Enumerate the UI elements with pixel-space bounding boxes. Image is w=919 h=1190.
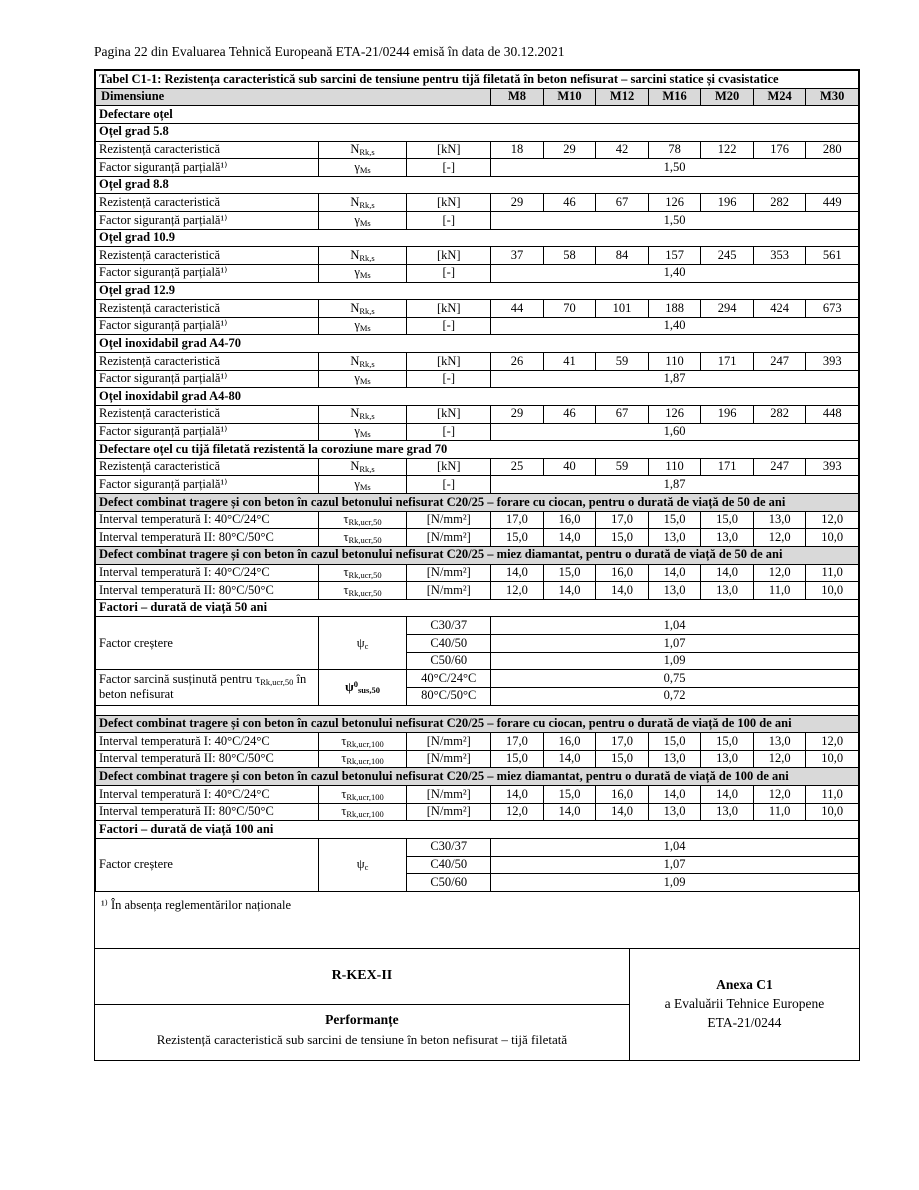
value-cell: 11,0 <box>806 786 859 804</box>
value-cell: 11,0 <box>806 564 859 582</box>
row-unit: [-] <box>407 212 491 230</box>
value-cell: 15,0 <box>543 786 596 804</box>
row-symbol: $N_{Rk,s}$ <box>318 458 407 476</box>
value-cell: 110 <box>648 353 701 371</box>
data-row <box>96 733 859 751</box>
value-cell: 157 <box>648 247 701 265</box>
data-row-span <box>96 476 859 494</box>
value-cell: 122 <box>701 141 754 159</box>
value-cell: 29 <box>491 194 544 212</box>
section-header: Oțel grad 12.9 <box>96 282 859 300</box>
value-cell: 15,0 <box>648 733 701 751</box>
data-row <box>96 458 859 476</box>
value-cell: 59 <box>596 458 649 476</box>
value-cell: 15,0 <box>648 511 701 529</box>
value-cell: 1,60 <box>491 423 859 441</box>
value-cell: 12,0 <box>491 803 544 821</box>
value-cell: 1,04 <box>491 838 859 856</box>
col-header-m24: M24 <box>753 88 806 106</box>
row-label: Interval temperatură II: 80°C/50°C <box>96 582 319 600</box>
value-cell: 1,50 <box>491 212 859 230</box>
row-label: Factor siguranță parțială¹⁾ <box>96 370 319 388</box>
row-unit: [N/mm²] <box>407 511 491 529</box>
annex-cell <box>630 949 859 1060</box>
value-cell: 10,0 <box>806 582 859 600</box>
section-row <box>96 715 859 733</box>
row-label: Interval temperatură II: 80°C/50°C <box>96 750 319 768</box>
value-cell: 42 <box>596 141 649 159</box>
section-header: Defectare oțel cu tijă filetată rezistentă la coroziune mare grad 70 <box>96 441 859 459</box>
row-label: Factor siguranță parțială¹⁾ <box>96 212 319 230</box>
row-unit: [N/mm²] <box>407 803 491 821</box>
data-row <box>96 803 859 821</box>
value-cell: 13,0 <box>753 733 806 751</box>
section-header: Defectare oțel <box>96 106 859 124</box>
row-symbol: $\gamma_{Ms}$ <box>318 264 407 282</box>
row-symbol: $N_{Rk,s}$ <box>318 194 407 212</box>
row-label: Interval temperatură II: 80°C/50°C <box>96 803 319 821</box>
spacer-cell <box>96 705 859 715</box>
value-cell: 15,0 <box>701 733 754 751</box>
row-key: C50/60 <box>407 874 491 892</box>
value-cell: 1,40 <box>491 317 859 335</box>
value-cell: 247 <box>753 458 806 476</box>
value-cell: 13,0 <box>753 511 806 529</box>
section-row <box>96 441 859 459</box>
value-cell: 14,0 <box>701 786 754 804</box>
value-cell: 25 <box>491 458 544 476</box>
row-label: Interval temperatură I: 40°C/24°C <box>96 511 319 529</box>
value-cell: 13,0 <box>648 529 701 547</box>
value-cell: 46 <box>543 405 596 423</box>
group-row <box>96 670 859 688</box>
row-label: Factor siguranță parțială¹⁾ <box>96 159 319 177</box>
section-row <box>96 176 859 194</box>
value-cell: 449 <box>806 194 859 212</box>
value-cell: 67 <box>596 405 649 423</box>
row-label: Factor sarcină susținută pentru $\tau_{Rk,ucr,50}$ în beton nefisurat <box>96 670 319 705</box>
data-row-span <box>96 317 859 335</box>
product-name: R-KEX-II <box>331 968 393 984</box>
row-symbol: $\psi_c$ <box>318 838 407 891</box>
row-symbol: $\tau_{Rk,ucr,50}$ <box>318 564 407 582</box>
row-symbol: $\tau_{Rk,ucr,100}$ <box>318 733 407 751</box>
row-symbol: $\gamma_{Ms}$ <box>318 370 407 388</box>
data-row <box>96 529 859 547</box>
section-row <box>96 821 859 839</box>
section-row <box>96 282 859 300</box>
value-cell: 126 <box>648 405 701 423</box>
value-cell: 13,0 <box>648 582 701 600</box>
section-header: Defect combinat tragere și con beton în cazul betonului nefisurat C20/25 – forare cu ciocan, pentru o durată de viață de 50 de ani <box>96 494 859 512</box>
row-key: C30/37 <box>407 617 491 635</box>
row-symbol: $N_{Rk,s}$ <box>318 141 407 159</box>
value-cell: 14,0 <box>701 564 754 582</box>
section-row <box>96 388 859 406</box>
data-row <box>96 750 859 768</box>
section-row <box>96 106 859 124</box>
value-cell: 17,0 <box>596 733 649 751</box>
value-cell: 353 <box>753 247 806 265</box>
value-cell: 12,0 <box>806 511 859 529</box>
value-cell: 13,0 <box>701 582 754 600</box>
row-unit: [-] <box>407 370 491 388</box>
value-cell: 70 <box>543 300 596 318</box>
value-cell: 16,0 <box>543 511 596 529</box>
row-unit: [N/mm²] <box>407 733 491 751</box>
row-key: C30/37 <box>407 838 491 856</box>
row-label: Rezistență caracteristică <box>96 141 319 159</box>
data-row-span <box>96 159 859 177</box>
value-cell: 14,0 <box>543 582 596 600</box>
value-cell: 17,0 <box>596 511 649 529</box>
row-symbol: $\tau_{Rk,ucr,100}$ <box>318 786 407 804</box>
row-symbol: $\gamma_{Ms}$ <box>318 159 407 177</box>
section-row <box>96 335 859 353</box>
value-cell: 448 <box>806 405 859 423</box>
row-unit: [kN] <box>407 247 491 265</box>
value-cell: 294 <box>701 300 754 318</box>
value-cell: 1,50 <box>491 159 859 177</box>
value-cell: 13,0 <box>701 750 754 768</box>
section-row <box>96 229 859 247</box>
data-row <box>96 564 859 582</box>
row-unit: [kN] <box>407 353 491 371</box>
value-cell: 12,0 <box>753 786 806 804</box>
row-symbol: $\gamma_{Ms}$ <box>318 317 407 335</box>
content-frame <box>94 69 860 1061</box>
value-cell: 176 <box>753 141 806 159</box>
value-cell: 196 <box>701 405 754 423</box>
value-cell: 15,0 <box>596 750 649 768</box>
row-key: 80°C/50°C <box>407 687 491 705</box>
row-symbol: $\tau_{Rk,ucr,50}$ <box>318 529 407 547</box>
value-cell: 59 <box>596 353 649 371</box>
value-cell: 58 <box>543 247 596 265</box>
data-row <box>96 141 859 159</box>
section-row <box>96 599 859 617</box>
row-label: Interval temperatură II: 80°C/50°C <box>96 529 319 547</box>
value-cell: 14,0 <box>543 750 596 768</box>
performance-title: Performanțe <box>325 1011 399 1027</box>
annex-line3: ETA-21/0244 <box>707 1014 782 1030</box>
row-label: Factor creștere <box>96 617 319 670</box>
row-label: Rezistență caracteristică <box>96 194 319 212</box>
row-unit: [N/mm²] <box>407 786 491 804</box>
section-header: Defect combinat tragere și con beton în cazul betonului nefisurat C20/25 – miez diamantat, pentru o durată de viață de 50 de ani <box>96 546 859 564</box>
section-row <box>96 768 859 786</box>
value-cell: 282 <box>753 405 806 423</box>
row-symbol: $\tau_{Rk,ucr,100}$ <box>318 803 407 821</box>
data-row <box>96 353 859 371</box>
row-symbol: $N_{Rk,s}$ <box>318 353 407 371</box>
data-row <box>96 300 859 318</box>
value-cell: 67 <box>596 194 649 212</box>
value-cell: 1,07 <box>491 856 859 874</box>
value-cell: 0,72 <box>491 687 859 705</box>
value-cell: 171 <box>701 458 754 476</box>
section-header: Defect combinat tragere și con beton în cazul betonului nefisurat C20/25 – miez diamantat, pentru o durată de viață de 100 de ani <box>96 768 859 786</box>
row-unit: [-] <box>407 423 491 441</box>
row-unit: [N/mm²] <box>407 582 491 600</box>
footer-block <box>95 948 859 1060</box>
table-title-row <box>96 71 859 89</box>
main-table <box>95 70 859 892</box>
section-header: Oțel grad 8.8 <box>96 176 859 194</box>
row-label: Rezistență caracteristică <box>96 247 319 265</box>
row-unit: [-] <box>407 264 491 282</box>
col-header-m12: M12 <box>596 88 649 106</box>
value-cell: 17,0 <box>491 733 544 751</box>
value-cell: 15,0 <box>491 529 544 547</box>
value-cell: 11,0 <box>753 582 806 600</box>
row-symbol: $\gamma_{Ms}$ <box>318 476 407 494</box>
row-label: Interval temperatură I: 40°C/24°C <box>96 733 319 751</box>
row-label: Factor siguranță parțială¹⁾ <box>96 264 319 282</box>
performance-text: Rezistență caracteristică sub sarcini de tensiune în beton nefisurat – tijă filetată <box>156 1031 568 1047</box>
section-header: Oțel grad 5.8 <box>96 123 859 141</box>
value-cell: 14,0 <box>596 803 649 821</box>
row-label: Factor siguranță parțială¹⁾ <box>96 423 319 441</box>
value-cell: 196 <box>701 194 754 212</box>
data-row <box>96 247 859 265</box>
value-cell: 110 <box>648 458 701 476</box>
row-unit: [kN] <box>407 141 491 159</box>
data-row-span <box>96 264 859 282</box>
value-cell: 282 <box>753 194 806 212</box>
data-row-span <box>96 370 859 388</box>
value-cell: 1,07 <box>491 635 859 653</box>
value-cell: 11,0 <box>753 803 806 821</box>
value-cell: 15,0 <box>543 564 596 582</box>
spacer-row <box>96 705 859 715</box>
value-cell: 393 <box>806 353 859 371</box>
row-key: C50/60 <box>407 652 491 670</box>
footer-left <box>95 949 630 1060</box>
footnote: ¹⁾ În absența reglementărilor naționale <box>101 897 292 912</box>
data-row <box>96 511 859 529</box>
row-symbol: $\tau_{Rk,ucr,50}$ <box>318 511 407 529</box>
row-unit: [-] <box>407 476 491 494</box>
value-cell: 16,0 <box>596 786 649 804</box>
value-cell: 171 <box>701 353 754 371</box>
value-cell: 15,0 <box>491 750 544 768</box>
row-symbol: $N_{Rk,s}$ <box>318 300 407 318</box>
row-unit: [-] <box>407 317 491 335</box>
value-cell: 40 <box>543 458 596 476</box>
value-cell: 17,0 <box>491 511 544 529</box>
section-row <box>96 494 859 512</box>
value-cell: 10,0 <box>806 529 859 547</box>
row-label: Rezistență caracteristică <box>96 353 319 371</box>
value-cell: 12,0 <box>753 529 806 547</box>
row-symbol: $\gamma_{Ms}$ <box>318 423 407 441</box>
value-cell: 188 <box>648 300 701 318</box>
value-cell: 29 <box>491 405 544 423</box>
col-header-m16: M16 <box>648 88 701 106</box>
value-cell: 12,0 <box>491 582 544 600</box>
row-symbol: $\tau_{Rk,ucr,50}$ <box>318 582 407 600</box>
row-unit: [kN] <box>407 194 491 212</box>
value-cell: 673 <box>806 300 859 318</box>
row-label: Rezistență caracteristică <box>96 405 319 423</box>
col-header-m8: M8 <box>491 88 544 106</box>
section-header: Oțel inoxidabil grad A4-80 <box>96 388 859 406</box>
value-cell: 126 <box>648 194 701 212</box>
row-label: Factor siguranță parțială¹⁾ <box>96 476 319 494</box>
value-cell: 10,0 <box>806 750 859 768</box>
row-unit: [N/mm²] <box>407 564 491 582</box>
row-symbol: $\tau_{Rk,ucr,100}$ <box>318 750 407 768</box>
row-unit: [kN] <box>407 300 491 318</box>
value-cell: 1,40 <box>491 264 859 282</box>
value-cell: 12,0 <box>753 750 806 768</box>
value-cell: 18 <box>491 141 544 159</box>
section-header: Defect combinat tragere și con beton în cazul betonului nefisurat C20/25 – forare cu ciocan, pentru o durată de viață de 100 de ani <box>96 715 859 733</box>
value-cell: 14,0 <box>543 529 596 547</box>
row-label: Rezistență caracteristică <box>96 458 319 476</box>
row-unit: [N/mm²] <box>407 750 491 768</box>
value-cell: 14,0 <box>491 564 544 582</box>
value-cell: 46 <box>543 194 596 212</box>
row-symbol: $\psi_c$ <box>318 617 407 670</box>
value-cell: 15,0 <box>596 529 649 547</box>
value-cell: 12,0 <box>753 564 806 582</box>
value-cell: 13,0 <box>648 803 701 821</box>
section-header: Oțel grad 10.9 <box>96 229 859 247</box>
row-key: 40°C/24°C <box>407 670 491 688</box>
value-cell: 16,0 <box>543 733 596 751</box>
group-row <box>96 617 859 635</box>
value-cell: 424 <box>753 300 806 318</box>
col-header-dimensiune: Dimensiune <box>96 88 491 106</box>
value-cell: 1,04 <box>491 617 859 635</box>
value-cell: 37 <box>491 247 544 265</box>
table-header-row <box>96 88 859 106</box>
value-cell: 15,0 <box>701 511 754 529</box>
value-cell: 14,0 <box>596 582 649 600</box>
row-symbol: $N_{Rk,s}$ <box>318 247 407 265</box>
value-cell: 1,09 <box>491 652 859 670</box>
value-cell: 14,0 <box>648 786 701 804</box>
data-row-span <box>96 423 859 441</box>
group-row <box>96 838 859 856</box>
value-cell: 13,0 <box>701 529 754 547</box>
value-cell: 280 <box>806 141 859 159</box>
value-cell: 41 <box>543 353 596 371</box>
value-cell: 10,0 <box>806 803 859 821</box>
performance-cell <box>95 1004 629 1060</box>
row-label: Interval temperatură I: 40°C/24°C <box>96 564 319 582</box>
section-row <box>96 546 859 564</box>
data-row <box>96 786 859 804</box>
data-row <box>96 582 859 600</box>
row-key: C40/50 <box>407 635 491 653</box>
data-row <box>96 405 859 423</box>
section-header: Oțel inoxidabil grad A4-70 <box>96 335 859 353</box>
col-header-m30: M30 <box>806 88 859 106</box>
row-label: Factor siguranță parțială¹⁾ <box>96 317 319 335</box>
row-unit: [kN] <box>407 405 491 423</box>
value-cell: 101 <box>596 300 649 318</box>
value-cell: 393 <box>806 458 859 476</box>
page-header: Pagina 22 din Evaluarea Tehnică Europeană ETA-21/0244 emisă în data de 30.12.2021 <box>94 44 565 59</box>
col-header-m20: M20 <box>701 88 754 106</box>
value-cell: 1,09 <box>491 874 859 892</box>
row-unit: [-] <box>407 159 491 177</box>
data-row-span <box>96 212 859 230</box>
row-symbol: $\psi^0_{sus,50}$ <box>318 670 407 705</box>
value-cell: 247 <box>753 353 806 371</box>
row-key: C40/50 <box>407 856 491 874</box>
row-label: Interval temperatură I: 40°C/24°C <box>96 786 319 804</box>
section-row <box>96 123 859 141</box>
section-header: Factori – durată de viață 100 ani <box>96 821 859 839</box>
data-row <box>96 194 859 212</box>
value-cell: 16,0 <box>596 564 649 582</box>
value-cell: 78 <box>648 141 701 159</box>
row-label: Factor creștere <box>96 838 319 891</box>
table-title: Tabel C1-1: Rezistența caracteristică sub sarcini de tensiune pentru tijă filetată în beton nefisurat – sarcini statice și cvasistatice <box>96 71 859 89</box>
value-cell: 12,0 <box>806 733 859 751</box>
col-header-m10: M10 <box>543 88 596 106</box>
row-symbol: $\gamma_{Ms}$ <box>318 212 407 230</box>
value-cell: 13,0 <box>701 803 754 821</box>
value-cell: 561 <box>806 247 859 265</box>
section-header: Factori – durată de viață 50 ani <box>96 599 859 617</box>
value-cell: 14,0 <box>543 803 596 821</box>
value-cell: 14,0 <box>648 564 701 582</box>
annex-line2: a Evaluării Tehnice Europene <box>664 995 825 1011</box>
value-cell: 13,0 <box>648 750 701 768</box>
value-cell: 1,87 <box>491 476 859 494</box>
row-symbol: $N_{Rk,s}$ <box>318 405 407 423</box>
value-cell: 84 <box>596 247 649 265</box>
value-cell: 44 <box>491 300 544 318</box>
value-cell: 29 <box>543 141 596 159</box>
value-cell: 1,87 <box>491 370 859 388</box>
value-cell: 0,75 <box>491 670 859 688</box>
value-cell: 245 <box>701 247 754 265</box>
row-label: Rezistență caracteristică <box>96 300 319 318</box>
value-cell: 26 <box>491 353 544 371</box>
row-unit: [kN] <box>407 458 491 476</box>
value-cell: 14,0 <box>491 786 544 804</box>
annex-title: Anexa C1 <box>716 976 773 992</box>
row-unit: [N/mm²] <box>407 529 491 547</box>
